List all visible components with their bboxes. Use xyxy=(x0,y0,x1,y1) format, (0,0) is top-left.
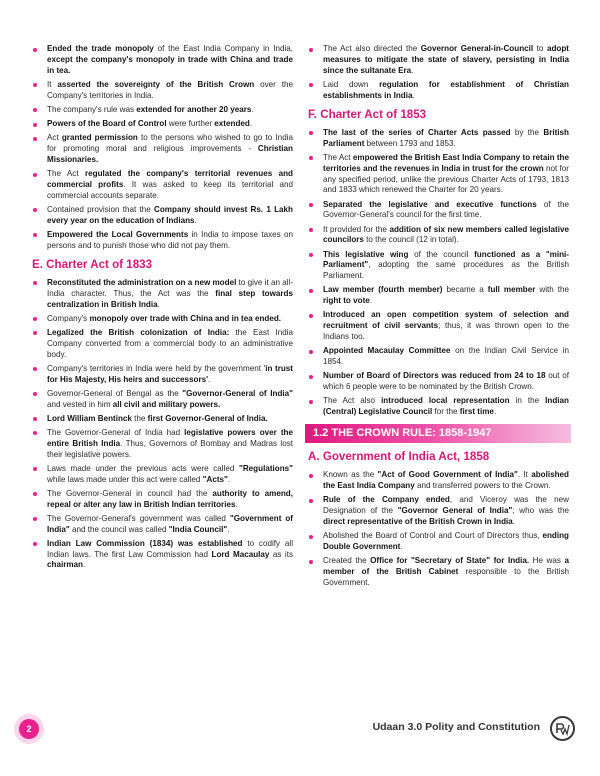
list-item: Abolished the Board of Control and Court of Directors thus, ending Double Government. xyxy=(307,531,569,553)
list-item: Ended the trade monopoly of the East India Company in India, except the company's monopoly in trade with China and trade in tea. xyxy=(31,44,293,77)
book-title: Udaan 3.0 Polity and Constitution xyxy=(372,721,540,733)
bullet-list xyxy=(307,128,569,418)
section-heading: A. Government of India Act, 1858 xyxy=(308,450,490,464)
list-item: It asserted the sovereignty of the British Crown over the Company's territories in India. xyxy=(31,80,293,102)
page-footer xyxy=(0,714,600,776)
list-item: Powers of the Board of Control were further extended. xyxy=(31,119,293,130)
list-item: Reconstituted the administration on a new model to give it an all-India character. Thus, the Act was the final step towards centralization in British India. xyxy=(31,278,293,311)
list-item: This legislative wing of the council functioned as a "mini- Parliament", adopting the same procedures as the British Parliament. xyxy=(307,250,569,283)
list-item: Governor-General of Bengal as the "Governor-General of India" and vested in him all civil and military powers. xyxy=(31,389,293,411)
list-item: Created the Office for "Secretary of State" for India. He was a member of the British Cabinet responsible to the British Government. xyxy=(307,556,569,589)
list-item: Act granted permission to the persons who wished to go to India for promoting moral and religious improvements - Christian Missionaries. xyxy=(31,133,293,166)
bullet-list xyxy=(307,470,569,589)
list-item: The Act empowered the British East India Company to retain the territories and the revenues in India in trust for the crown not for any specified period, unlike the previous Charter Acts of 1793, 1813 and 1833 which renewed the Charter for 20 years. xyxy=(307,153,569,197)
list-item: Lord William Bentinck the first Governor-General of India. xyxy=(31,414,293,425)
bullet-list xyxy=(31,44,293,252)
bullet-list xyxy=(31,278,293,572)
list-item: The Act also directed the Governor General-in-Council to adopt measures to mitigate the state of slavery, persisting in India since the sultanate Era. xyxy=(307,44,569,77)
list-item: The company's rule was extended for another 20 years. xyxy=(31,105,293,116)
list-item: The Governor-General of India had legislative powers over the entire British India. Thus, Governors of Bombay and Madras lost their legislative powers. xyxy=(31,428,293,461)
pw-logo-glyph xyxy=(555,721,570,736)
page-number: 2 xyxy=(19,719,39,739)
list-item: Introduced an open competition system of selection and recruitment of civil servants; thus, it was thrown open to the Indians too. xyxy=(307,310,569,343)
list-item: Legalized the British colonization of India: the East India Company converted from a commercial body to an administrative body. xyxy=(31,328,293,361)
pw-logo-icon xyxy=(550,716,575,741)
list-item: Law member (fourth member) became a full member with the right to vote. xyxy=(307,285,569,307)
list-item: Company's territories in India were held by the government 'in trust for His Majesty, His heirs and successors'. xyxy=(31,364,293,386)
right-column xyxy=(307,44,569,592)
list-item: The Governor-General's government was called "Government of India" and the council was called "India Council". xyxy=(31,514,293,536)
list-item: The last of the series of Charter Acts passed by the British Parliament between 1793 and 1853. xyxy=(307,128,569,150)
list-item: The Governor-General in council had the authority to amend, repeal or alter any law in British Indian territories. xyxy=(31,489,293,511)
section-heading: F. Charter Act of 1853 xyxy=(308,107,427,121)
list-item: The Act regulated the company's territorial revenues and commercial profits. It was asked to keep its territorial and commercial accounts separate. xyxy=(31,169,293,202)
list-item: Appointed Macaulay Committee on the Indian Civil Service in 1854. xyxy=(307,346,569,368)
list-item: Separated the legislative and executive functions of the Governor-General's council for the first time. xyxy=(307,200,569,222)
section-heading: E. Charter Act of 1833 xyxy=(32,257,153,271)
list-item: The Act also introduced local representation in the Indian (Central) Legislative Council for the first time. xyxy=(307,396,569,418)
chapter-band-heading: 1.2 THE CROWN RULE: 1858-1947 xyxy=(305,424,571,443)
list-item: Company's monopoly over trade with China and in tea ended. xyxy=(31,314,293,325)
list-item: Empowered the Local Governments in India to impose taxes on persons and to punish those who did not pay them. xyxy=(31,230,293,252)
list-item: Contained provision that the Company should invest Rs. 1 Lakh every year on the education of Indians. xyxy=(31,205,293,227)
list-item: Number of Board of Directors was reduced from 24 to 18 out of which 6 people were to be nominated by the British Crown. xyxy=(307,371,569,393)
list-item: Rule of the Company ended, and Viceroy was the new Designation of the "Governor General of India"; who was the direct representative of the British Crown in India. xyxy=(307,495,569,528)
list-item: It provided for the addition of six new members called legislative councilors to the council (12 in total). xyxy=(307,225,569,247)
list-item: Known as the "Act of Good Government of India". It abolished the East India Company and transferred powers to the Crown. xyxy=(307,470,569,492)
list-item: Laid down regulation for establishment of Christian establishments in India. xyxy=(307,80,569,102)
left-column xyxy=(31,44,293,575)
list-item: Laws made under the previous acts were called "Regulations" while laws made under this act were called "Acts". xyxy=(31,464,293,486)
bullet-list xyxy=(307,44,569,102)
list-item: Indian Law Commission (1834) was established to codify all Indian laws. The first Law Commission had Lord Macaulay as its chairman. xyxy=(31,539,293,572)
